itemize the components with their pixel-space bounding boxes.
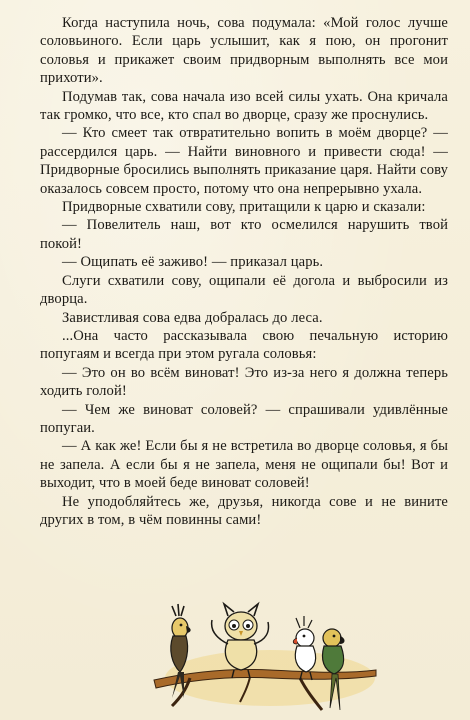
paragraph-8: Завистливая сова едва добралась до леса.	[62, 309, 323, 326]
paragraph-3: — Кто смеет так отвратительно вопить в моём дворце? — рассердился царь. — Найти виновного и привести сюда! — Придворные бросились выполнять приказание царя. Найти сову оказалось совсем просто, потому что она непрерывно ухала.	[40, 125, 448, 197]
story-text	[40, 14, 448, 529]
paragraph-4: Придворные схватили сову, притащили к царю и сказали:	[62, 199, 426, 216]
paragraph-6: — Ощипать её заживо! — приказал царь.	[62, 254, 324, 271]
paragraph-9: ...Она часто рассказывала свою печальную историю попугаям и всегда при этом ругала соловья:	[40, 327, 448, 363]
paragraph-5: — Повелитель наш, вот кто осмелился нарушить твой покой!	[40, 217, 448, 252]
paragraph-13: Не уподобляйтесь же, друзья, никогда сове и не вините других в том, в чём повинны сами!	[40, 493, 448, 528]
paragraph-2: Подумав так, сова начала изо всей силы ухать. Она кричала так громко, что все, кто спал во дворце, сразу же проснулись.	[40, 88, 448, 124]
paragraph-12: — А как же! Если бы я не встретила во дворце соловья, я бы не запела. А если бы я не запела, меня не ощипали бы! Вот и выходит, что в моей беде виноват соловей!	[40, 438, 448, 492]
paragraph-10: — Это он во всём виноват! Это из-за него я должна теперь ходить голой!	[40, 364, 448, 400]
paragraph-7: Слуги схватили сову, ощипали её догола и выбросили из дворца.	[40, 272, 448, 308]
birds-on-branch-illustration	[150, 598, 380, 718]
paragraph-11: — Чем же виноват соловей? — спрашивали удивлённые попугаи.	[40, 401, 448, 436]
paragraph-1: Когда наступила ночь, сова подумала: «Мой голос лучше соловьиного. Если царь услышит, как я пою, он прогонит соловья и прикажет своим придворным выполнять все мои прихоти».	[40, 15, 448, 87]
